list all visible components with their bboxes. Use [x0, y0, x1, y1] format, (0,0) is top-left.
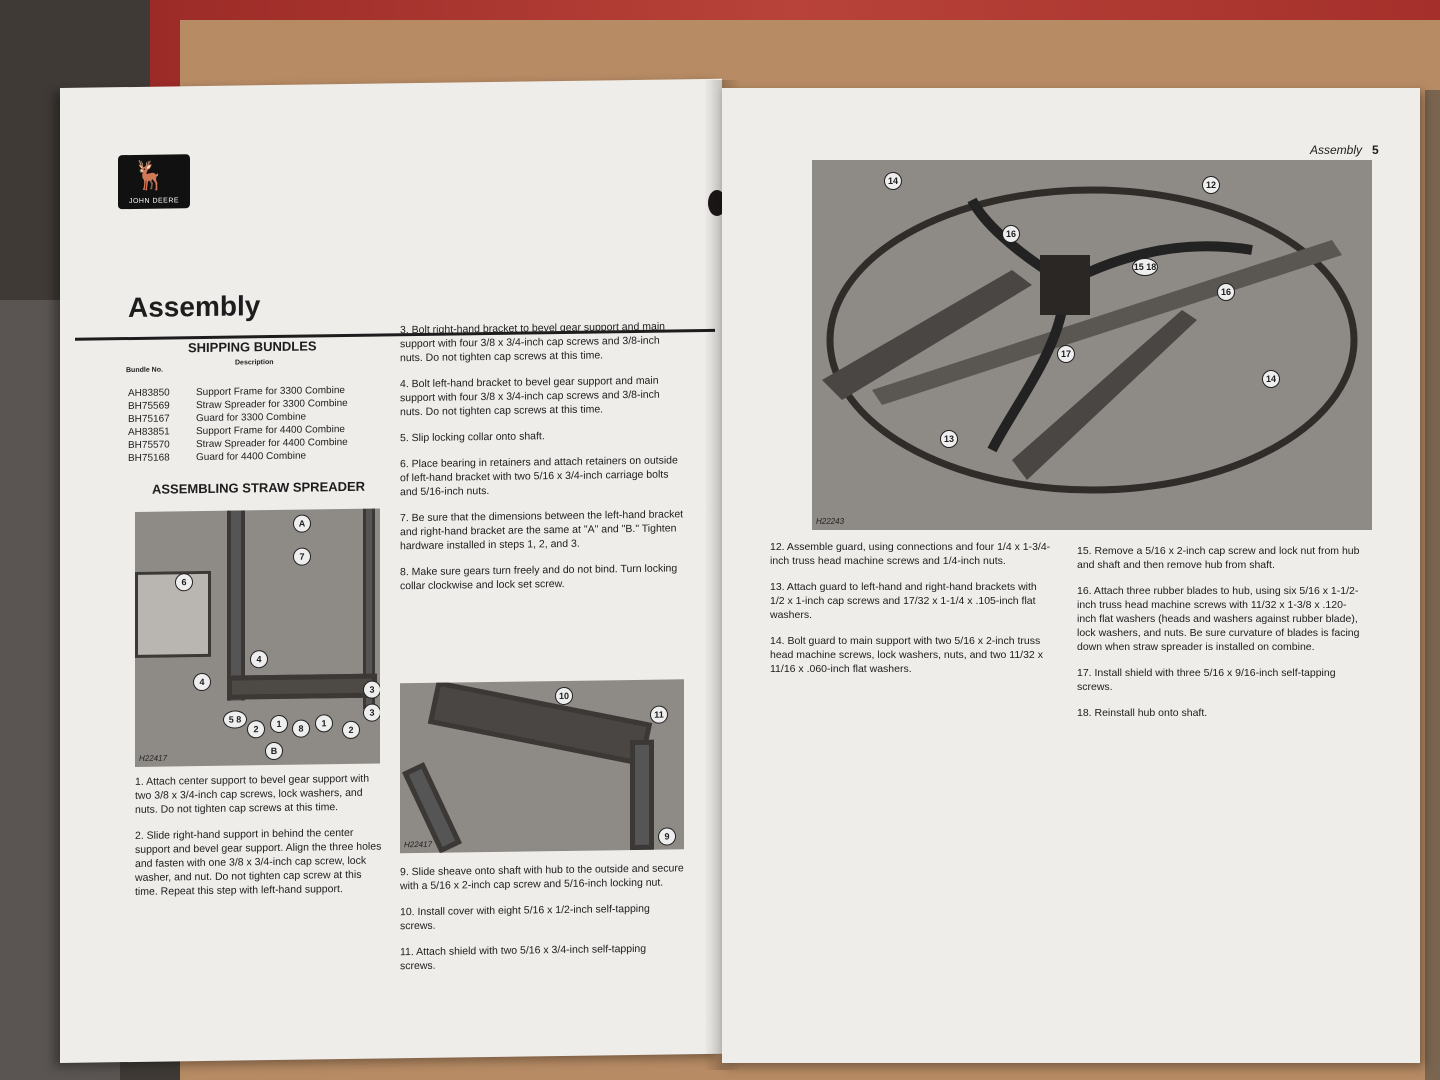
callout: 17 [1057, 345, 1075, 363]
step-7: 7. Be sure that the dimensions between the left-hand bracket and right-hand bracket are the same at "A" and "B." Tighten hardware installed in steps 1, 2, and 3. [400, 508, 684, 553]
steps-right-col1 [770, 540, 1052, 688]
callout: 3 [363, 704, 380, 722]
step-18: 18. Reinstall hub onto shaft. [1077, 707, 1208, 719]
page-title: Assembly [128, 290, 261, 324]
logo-brand: JOHN DEERE [128, 197, 180, 206]
table-row: BH75168 Guard for 4400 Combine [128, 450, 307, 465]
assembling-heading: ASSEMBLING STRAW SPREADER [152, 478, 366, 497]
figure-code: H22417 [139, 753, 168, 763]
callout: 2 [247, 720, 265, 738]
table-row: AH83851 Support Frame for 4400 Combine [128, 424, 345, 439]
callout: 1 [270, 715, 288, 733]
step-5: 5. Slip locking collar onto shaft. [400, 430, 545, 445]
steps-mid-column [400, 319, 684, 605]
steps-left-column [135, 771, 383, 910]
step-13: 13. Attach guard to left-hand and right-hand brackets with 1/2 x 1-inch cap screws and 17/32 x 1-1/4 x .105-inch flat washers. [770, 581, 1037, 621]
step-10: 10. Install cover with eight 5/16 x 1/2-inch self-tapping screws. [400, 902, 650, 933]
callout: 16 [1217, 283, 1235, 301]
callout: 11 [650, 706, 668, 724]
step-17: 17. Install shield with three 5/16 x 9/16-inch self-tapping screws. [1077, 667, 1336, 693]
bundles-table [128, 384, 348, 465]
callout: 2 [342, 721, 360, 739]
figure-code: H22417 [404, 839, 433, 850]
callout: 5 8 [223, 710, 247, 728]
callout: 16 [1002, 225, 1020, 243]
background-box-edge [1425, 90, 1440, 1080]
figure-spreader-frame [135, 509, 380, 767]
table-row: AH83850 Support Frame for 3300 Combine [128, 385, 345, 400]
figure-gear-cover [400, 679, 684, 853]
callout: 7 [293, 547, 311, 565]
step-14: 14. Bolt guard to main support with two 5/16 x 2-inch truss head machine screws, lock washers, nuts, and two 11/32 x 11/16 x .060-inch flat washers. [770, 635, 1043, 675]
step-8: 8. Make sure gears turn freely and do not bind. Turn locking collar clockwise and lock set screw. [400, 562, 678, 593]
page-number: 5 [1372, 143, 1379, 157]
callout: 4 [250, 650, 268, 668]
step-6: 6. Place bearing in retainers and attach retainers on outside of left-hand bracket with two 5/16 x 3/4-inch carriage bolts and 5/16-inch nuts. [400, 454, 678, 499]
step-1: 1. Attach center support to bevel gear support with two 3/8 x 3/4-inch cap screws, lock washers, and nuts. Do not tighten cap screws at this time. [135, 772, 370, 816]
callout: 4 [193, 673, 211, 691]
step-11: 11. Attach shield with two 5/16 x 3/4-inch self-tapping screws. [400, 942, 647, 973]
john-deere-logo [118, 154, 190, 209]
callout: 1 [315, 714, 333, 732]
steps-right-col2 [1077, 544, 1362, 732]
table-row: BH75167 Guard for 3300 Combine [128, 411, 307, 426]
step-2: 2. Slide right-hand support in behind the center support and bevel gear support. Align the three holes and fasten with one 3/8 x 3/4-inch cap screw, lock washer, and nut. Do not tighten cap screw at this time. Repeat this step with left-hand support. [135, 826, 382, 898]
callout: 8 [292, 720, 310, 738]
running-header [1310, 143, 1379, 157]
section-name: Assembly [1310, 143, 1363, 157]
step-3: 3. Bolt right-hand bracket to bevel gear support and main support with four 3/8 x 3/4-inch cap screws and 3/8-inch nuts. Do not tighten cap screws at this time. [400, 320, 665, 365]
guard-drawing [812, 160, 1372, 530]
shipping-bundles-heading: SHIPPING BUNDLES [188, 338, 317, 356]
left-page [60, 79, 722, 1063]
callout: 3 [363, 681, 380, 699]
deer-icon: 🦌 [132, 159, 167, 191]
step-9: 9. Slide sheave onto shaft with hub to the outside and secure with a 5/16 x 2-inch cap screw and 5/16-inch locking nut. [400, 862, 684, 893]
callout: 12 [1202, 176, 1220, 194]
callout: 14 [884, 172, 902, 190]
callout: 14 [1262, 370, 1280, 388]
steps-mid2-column [400, 861, 684, 985]
figure-code: H22243 [816, 517, 845, 526]
callout: B [265, 742, 283, 760]
description-header: Description [235, 359, 274, 367]
step-15: 15. Remove a 5/16 x 2-inch cap screw and lock nut from hub and shaft and then remove hub from shaft. [1077, 545, 1360, 571]
right-page [722, 88, 1420, 1063]
table-row: BH75569 Straw Spreader for 3300 Combine [128, 397, 348, 413]
callout: A [293, 514, 311, 532]
bundle-no-header: Bundle No. [126, 366, 163, 375]
step-4: 4. Bolt left-hand bracket to bevel gear support and main support with four 3/8 x 3/4-inch cap screws and 3/8-inch nuts. Do not tighten cap screws at this time. [400, 374, 660, 419]
callout: 9 [658, 827, 676, 845]
step-16: 16. Attach three rubber blades to hub, using six 5/16 x 1-1/2-inch truss head machine screws with 11/32 x 1-3/8 x .120-inch flat washers (heads and washers against rubber blade), lock washers, and nuts. Be sure curvature of blades is facing down when straw spreader is installed on combine. [1077, 585, 1360, 653]
step-12: 12. Assemble guard, using connections and four 1/4 x 1-3/4-inch truss head machine screws and 1/4-inch nuts. [770, 541, 1051, 567]
callout: 13 [940, 430, 958, 448]
callout: 10 [555, 687, 573, 705]
table-row: BH75570 Straw Spreader for 4400 Combine [128, 436, 348, 452]
callout: 15 18 [1132, 258, 1158, 276]
figure-guard-assembly [812, 160, 1372, 530]
callout: 6 [175, 573, 193, 591]
